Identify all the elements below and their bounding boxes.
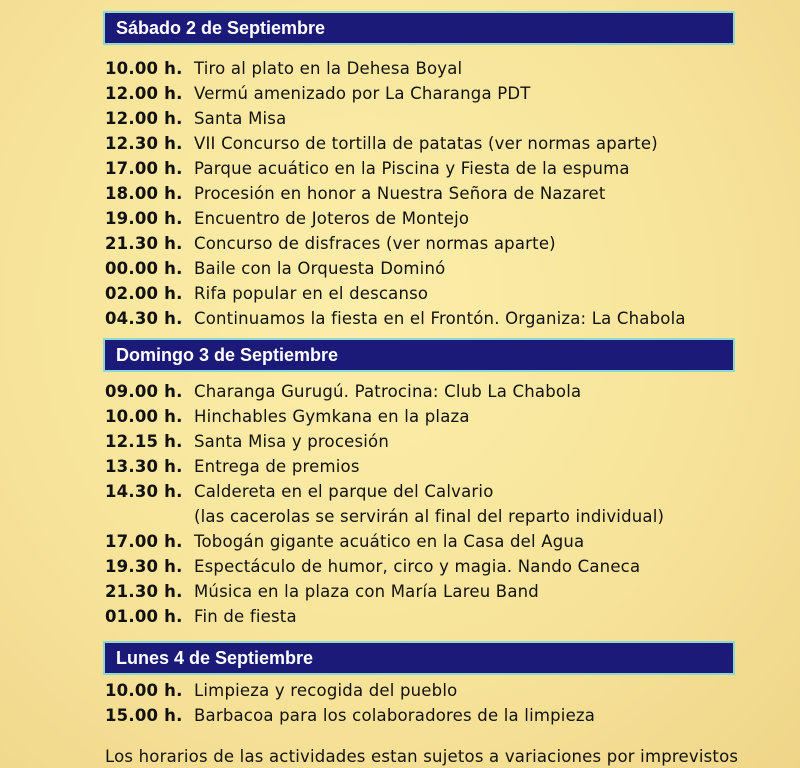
event-description: Limpieza y recogida del pueblo [194,681,458,700]
event-list-monday [105,678,595,728]
event-time: 12.15 h. [105,432,183,451]
event-time: 10.00 h. [105,681,183,700]
event-row [105,454,664,479]
event-note: (las cacerolas se servirán al final del reparto individual) [194,507,665,526]
event-row [105,231,686,256]
event-row [105,131,686,156]
event-time: 19.30 h. [105,557,183,576]
event-time: 02.00 h. [105,284,183,303]
event-row [105,256,686,281]
event-row [105,404,664,429]
event-description: Vermú amenizado por La Charanga PDT [194,84,531,103]
event-row [105,604,664,629]
event-description: VII Concurso de tortilla de patatas (ver normas aparte) [194,134,658,153]
event-description: Parque acuático en la Piscina y Fiesta de la espuma [194,159,630,178]
event-time: 15.00 h. [105,706,183,725]
event-row [105,379,664,404]
event-description: Tobogán gigante acuático en la Casa del Agua [194,532,585,551]
event-description: Fin de fiesta [194,607,297,626]
event-row [105,206,686,231]
event-time: 12.00 h. [105,84,183,103]
event-row [105,306,686,331]
event-description: Barbacoa para los colaboradores de la limpieza [194,706,596,725]
event-description: Música en la plaza con María Lareu Band [194,582,539,601]
event-time: 18.00 h. [105,184,183,203]
day-header-sunday: Domingo 3 de Septiembre [103,338,735,372]
day-header-monday: Lunes 4 de Septiembre [103,641,735,675]
event-time: 17.00 h. [105,159,183,178]
event-time: 00.00 h. [105,259,183,278]
event-time: 19.00 h. [105,209,183,228]
event-description: Espectáculo de humor, circo y magia. Nando Caneca [194,557,641,576]
day-header-saturday: Sábado 2 de Septiembre [103,11,735,45]
event-row [105,678,595,703]
event-description: Encuentro de Joteros de Montejo [194,209,470,228]
event-time: 13.30 h. [105,457,183,476]
event-list-saturday [105,56,686,331]
event-time: 09.00 h. [105,382,183,401]
event-description: Entrega de premios [194,457,360,476]
event-description: Hinchables Gymkana en la plaza [194,407,470,426]
event-time: 14.30 h. [105,482,183,501]
event-list-sunday [105,379,664,629]
event-row [105,281,686,306]
event-time: 01.00 h. [105,607,183,626]
event-row [105,81,686,106]
event-row [105,181,686,206]
event-time: 12.30 h. [105,134,183,153]
event-time: 21.30 h. [105,582,183,601]
event-time: 17.00 h. [105,532,183,551]
event-description: Caldereta en el parque del Calvario [194,482,494,501]
event-time: 04.30 h. [105,309,183,328]
event-description: Tiro al plato en la Dehesa Boyal [194,59,463,78]
event-time: 10.00 h. [105,59,183,78]
event-description: Baile con la Orquesta Dominó [194,259,446,278]
event-time: 10.00 h. [105,407,183,426]
event-description: Concurso de disfraces (ver normas aparte) [194,234,556,253]
event-row [105,106,686,131]
event-description: Procesión en honor a Nuestra Señora de Nazaret [194,184,606,203]
event-description: Santa Misa y procesión [194,432,389,451]
event-row [105,156,686,181]
event-description: Continuamos la fiesta en el Frontón. Organiza: La Chabola [194,309,686,328]
event-time: 21.30 h. [105,234,183,253]
event-row [105,579,664,604]
event-description: Santa Misa [194,109,287,128]
event-time: 12.00 h. [105,109,183,128]
event-row [105,554,664,579]
schedule-disclaimer: Los horarios de las actividades estan sujetos a variaciones por imprevistos [105,747,739,766]
event-note-row [105,504,664,529]
event-row [105,429,664,454]
event-description: Rifa popular en el descanso [194,284,429,303]
event-row [105,479,664,504]
event-row [105,703,595,728]
event-row [105,529,664,554]
event-description: Charanga Gurugú. Patrocina: Club La Chabola [194,382,582,401]
event-row [105,56,686,81]
